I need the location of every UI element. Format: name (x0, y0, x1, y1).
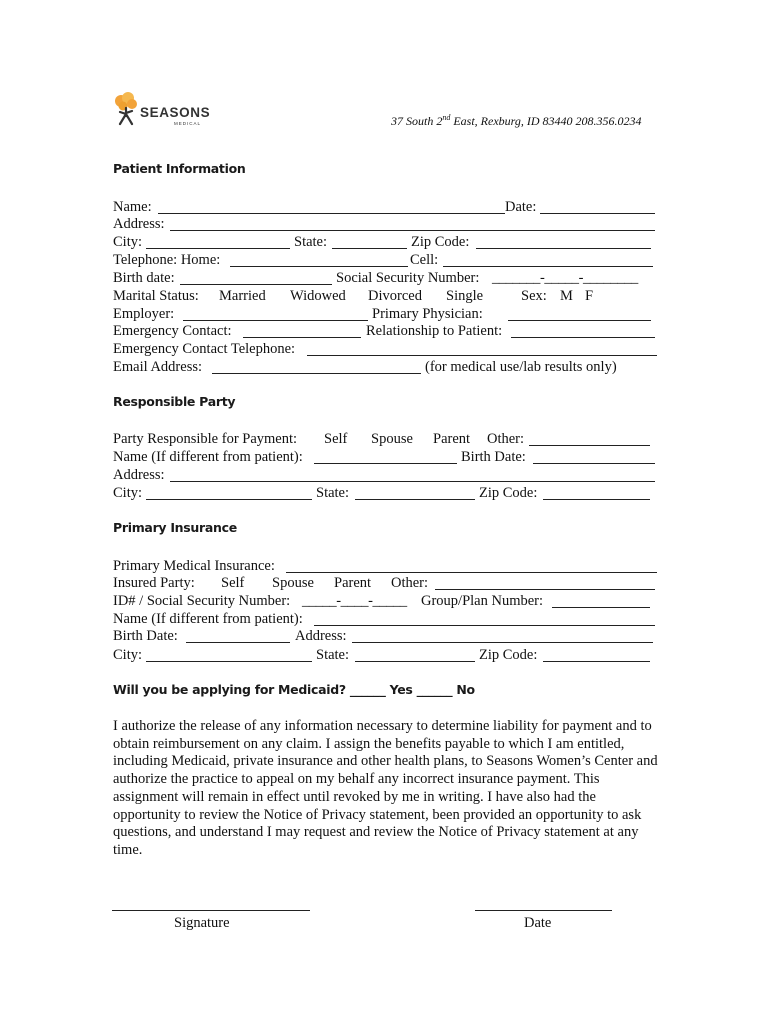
sex-label: Sex: (521, 288, 547, 304)
telephone-label: Telephone: Home: (113, 252, 221, 268)
responsible-address-field[interactable] (170, 481, 655, 482)
telephone-field[interactable] (230, 266, 408, 267)
insurance-id-label: ID# / Social Security Number: (113, 593, 291, 609)
insured-party-label: Insured Party: (113, 575, 195, 591)
responsible-state-label: State: (316, 485, 350, 501)
section-heading-patient: Patient Information (113, 161, 246, 176)
responsible-zip-field[interactable] (543, 499, 650, 500)
address-field[interactable] (170, 230, 655, 231)
insured-option-spouse[interactable]: Spouse (272, 575, 314, 591)
insured-other-field[interactable] (435, 589, 655, 590)
state-label: State: (294, 234, 328, 250)
ssn-field[interactable]: _______-_____-________ (492, 270, 638, 286)
responsible-city-label: City: (113, 485, 143, 501)
physician-field[interactable] (508, 320, 651, 321)
city-field[interactable] (146, 248, 290, 249)
responsible-name-field[interactable] (314, 463, 457, 464)
signature-date-label: Date (524, 915, 552, 931)
group-plan-label: Group/Plan Number: (421, 593, 544, 609)
tree-logo-icon (112, 92, 142, 128)
insurance-id-field[interactable]: _____-____-_____ (302, 593, 407, 609)
date-field[interactable] (540, 213, 655, 214)
cell-label: Cell: (410, 252, 439, 268)
logo (112, 92, 222, 128)
date-label: Date: (505, 199, 537, 215)
insured-option-self[interactable]: Self (221, 575, 245, 591)
insurance-name-label: Name (If different from patient): (113, 611, 303, 627)
marital-option-divorced[interactable]: Divorced (368, 288, 422, 304)
email-note: (for medical use/lab results only) (425, 359, 617, 375)
birthdate-field[interactable] (180, 284, 332, 285)
marital-option-widowed[interactable]: Widowed (290, 288, 346, 304)
insurance-state-field[interactable] (355, 661, 475, 662)
group-plan-field[interactable] (552, 607, 650, 608)
party-option-parent[interactable]: Parent (433, 431, 471, 447)
emergency-phone-field[interactable] (307, 355, 657, 356)
signature-date-field[interactable] (475, 910, 612, 911)
employer-field[interactable] (183, 320, 368, 321)
section-heading-insurance: Primary Insurance (113, 520, 237, 535)
responsible-zip-label: Zip Code: (479, 485, 538, 501)
zip-label: Zip Code: (411, 234, 470, 250)
email-label: Email Address: (113, 359, 203, 375)
marital-option-married[interactable]: Married (219, 288, 266, 304)
emergency-contact-label: Emergency Contact: (113, 323, 232, 339)
brand-name: SEASONS (140, 105, 211, 120)
address-label: Address: (113, 216, 165, 232)
insured-other-label: Other: (391, 575, 429, 591)
responsible-birthdate-field[interactable] (533, 463, 655, 464)
party-other-label: Other: (487, 431, 525, 447)
zip-field[interactable] (476, 248, 651, 249)
sex-option-m[interactable]: M (560, 288, 573, 304)
emergency-contact-field[interactable] (243, 337, 361, 338)
insured-option-parent[interactable]: Parent (334, 575, 372, 591)
party-option-spouse[interactable]: Spouse (371, 431, 413, 447)
name-label: Name: (113, 199, 152, 215)
responsible-birthdate-label: Birth Date: (461, 449, 526, 465)
medicaid-question: Will you be applying for Medicaid? ______ Yes ______ No (113, 682, 475, 697)
relationship-label: Relationship to Patient: (366, 323, 503, 339)
party-option-self[interactable]: Self (324, 431, 348, 447)
insurance-city-label: City: (113, 647, 143, 663)
employer-label: Employer: (113, 306, 175, 322)
email-field[interactable] (212, 373, 421, 374)
party-responsible-label: Party Responsible for Payment: (113, 431, 298, 447)
clinic-address: 37 South 2nd East, Rexburg, ID 83440 208.356.0234 (391, 113, 642, 128)
party-other-field[interactable] (529, 445, 650, 446)
responsible-state-field[interactable] (355, 499, 475, 500)
insurance-address-field[interactable] (352, 642, 653, 643)
birthdate-label: Birth date: (113, 270, 175, 286)
insurance-address-label: Address: (295, 628, 347, 644)
sex-option-f[interactable]: F (585, 288, 594, 304)
physician-label: Primary Physician: (372, 306, 483, 322)
insurance-zip-field[interactable] (543, 661, 650, 662)
signature-field[interactable] (112, 910, 310, 911)
insurance-birthdate-field[interactable] (186, 642, 290, 643)
ssn-label: Social Security Number: (336, 270, 480, 286)
responsible-city-field[interactable] (146, 499, 312, 500)
relationship-field[interactable] (511, 337, 655, 338)
authorization-text: I authorize the release of any information necessary to determine liability for payment and to obtain reimbursement on any claim. I assign the benefits payable to which I am entitled, including Medicaid, private insurance and other health plans, to Seasons Women’s Center and authorize the practice to appeal on my behalf any incorrect insurance payment. This assignment will remain in effect until revoked by me in writing. I have also had the opportunity to review the Notice of Privacy statement, been provided an opportunity to ask questions, and understand I may request and review the Notice of Privacy statement at any time. (113, 718, 658, 858)
signature-label: Signature (174, 915, 230, 931)
marital-option-single[interactable]: Single (446, 288, 484, 304)
primary-insurance-field[interactable] (286, 572, 657, 573)
emergency-phone-label: Emergency Contact Telephone: (113, 341, 296, 357)
state-field[interactable] (332, 248, 407, 249)
city-label: City: (113, 234, 143, 250)
section-heading-responsible: Responsible Party (113, 394, 236, 409)
responsible-address-label: Address: (113, 467, 165, 483)
primary-insurance-label: Primary Medical Insurance: (113, 558, 275, 574)
marital-label: Marital Status: (113, 288, 199, 304)
cell-field[interactable] (443, 266, 653, 267)
responsible-name-label: Name (If different from patient): (113, 449, 303, 465)
insurance-birthdate-label: Birth Date: (113, 628, 178, 644)
insurance-city-field[interactable] (146, 661, 312, 662)
brand-sub: MEDICAL (174, 121, 202, 126)
insurance-zip-label: Zip Code: (479, 647, 538, 663)
name-field[interactable] (158, 213, 505, 214)
insurance-state-label: State: (316, 647, 350, 663)
insurance-name-field[interactable] (314, 625, 655, 626)
